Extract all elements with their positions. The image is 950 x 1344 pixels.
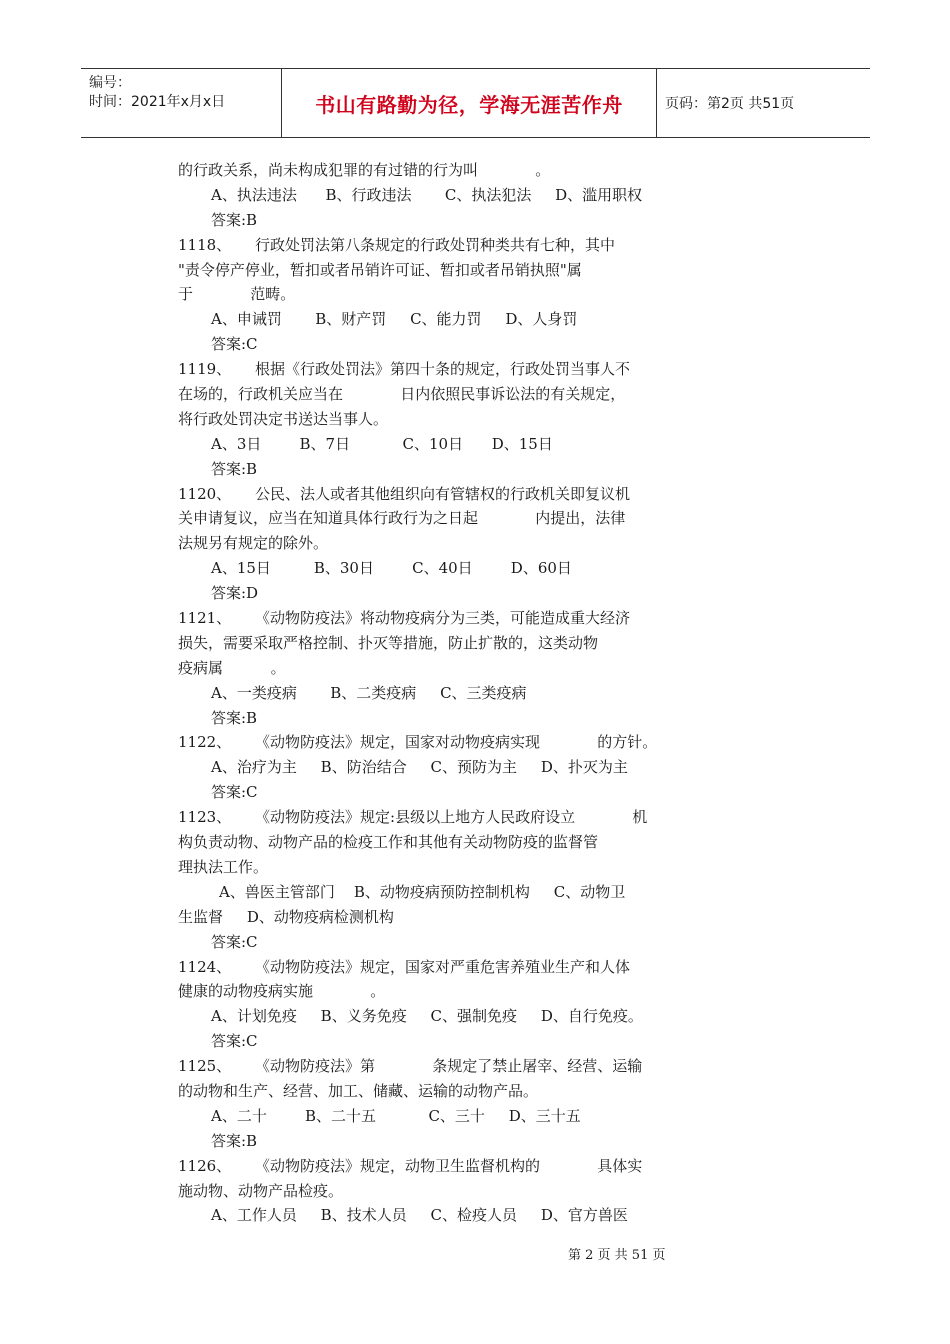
text-line: 构负责动物、动物产品的检疫工作和其他有关动物防疫的监督管	[178, 833, 599, 852]
text-line: 损失，需要采取严格控制、扑灭等措施，防止扩散的，这类动物	[178, 633, 599, 652]
text-line: 将行政处罚决定书送达当事人。	[178, 409, 389, 428]
text-line: 在场的，行政机关应当在 日内依照民事诉讼法的有关规定，	[178, 385, 626, 404]
header-meta	[81, 69, 281, 137]
text-line: A、一类疫病 B、二类疫病 C、三类疫病	[211, 683, 527, 702]
motto: 书山有路勤为径，学海无涯苦作舟	[315, 93, 623, 117]
text-line: 理执法工作。	[178, 857, 269, 876]
text-line: 答案:C	[211, 932, 258, 951]
text-line: 答案:D	[211, 584, 259, 603]
text-line: 1119、 根据《行政处罚法》第四十条的规定，行政处罚当事人不	[178, 360, 631, 379]
text-line: 关申请复议，应当在知道具体行政行为之日起 内提出，法律	[178, 509, 626, 528]
text-line: A、治疗为主 B、防治结合 C、预防为主 D、扑灭为主	[211, 758, 628, 777]
text-line: A、计划免疫 B、义务免疫 C、强制免疫 D、自行免疫。	[211, 1007, 643, 1026]
text-line: 1125、 《动物防疫法》第 条规定了禁止屠宰、经营、运输	[178, 1057, 643, 1076]
text-line: A、申诫罚 B、财产罚 C、能力罚 D、人身罚	[211, 310, 578, 329]
header-motto-cell	[281, 69, 657, 137]
page-footer: 第 2 页 共 51 页	[568, 1248, 666, 1263]
page-header	[81, 68, 870, 138]
text-line: 1126、 《动物防疫法》规定，动物卫生监督机构的 具体实	[178, 1156, 643, 1175]
text-line: 1120、 公民、法人或者其他组织向有管辖权的行政机关即复议机	[178, 484, 631, 503]
text-line: 1123、 《动物防疫法》规定:县级以上地方人民政府设立 机	[178, 808, 648, 827]
text-line: 1121、 《动物防疫法》将动物疫病分为三类，可能造成重大经济	[178, 609, 631, 628]
text-line: "责令停产停业，暂扣或者吊销许可证、暂扣或者吊销执照"属	[178, 260, 582, 279]
text-line: 1118、 行政处罚法第八条规定的行政处罚种类共有七种，其中	[178, 235, 616, 254]
text-line: A、执法违法 B、行政违法 C、执法犯法 D、滥用职权	[211, 185, 643, 204]
text-line: 答案:C	[211, 1032, 258, 1051]
text-line: 疫病属 。	[178, 658, 286, 677]
text-line: 的行政关系，尚未构成犯罪的有过错的行为叫 。	[178, 161, 551, 179]
text-line: 1122、 《动物防疫法》规定，国家对动物疫病实现 的方针。	[178, 733, 658, 752]
header-page-cell	[656, 69, 870, 137]
text-line: A、兽医主管部门 B、动物疫病预防控制机构 C、动物卫	[219, 882, 626, 901]
text-line: 答案:B	[211, 1131, 258, 1150]
text-line: 于 范畴。	[178, 285, 296, 304]
text-line: 答案:B	[211, 459, 258, 478]
text-line: 答案:B	[211, 210, 258, 229]
text-line: 生监督 D、动物疫病检测机构	[178, 907, 394, 926]
text-line: 答案:B	[211, 708, 258, 727]
text-line: A、二十 B、二十五 C、三十 D、三十五	[211, 1106, 581, 1125]
text-line: A、工作人员 B、技术人员 C、检疫人员 D、官方兽医	[211, 1206, 628, 1225]
number-label: 编号：	[89, 75, 131, 91]
text-line: 1124、 《动物防疫法》规定，国家对严重危害养殖业生产和人体	[178, 957, 631, 976]
text-line: A、15日 B、30日 C、40日 D、60日	[211, 559, 572, 578]
text-line: 法规另有规定的除外。	[178, 534, 329, 553]
text-line: 答案:C	[211, 783, 258, 802]
text-line: 健康的动物疫病实施 。	[178, 982, 386, 1001]
text-line: 的动物和生产、经营、加工、储藏、运输的动物产品。	[178, 1081, 539, 1100]
question-body	[178, 158, 698, 1228]
text-line: 施动物、动物产品检疫。	[178, 1181, 344, 1200]
page-code: 页码：第2页 共51页	[665, 96, 795, 112]
time-label: 时间：2021年x月x日	[89, 94, 226, 110]
text-line: A、3日 B、7日 C、10日 D、15日	[211, 434, 553, 453]
text-line: 答案:C	[211, 335, 258, 354]
